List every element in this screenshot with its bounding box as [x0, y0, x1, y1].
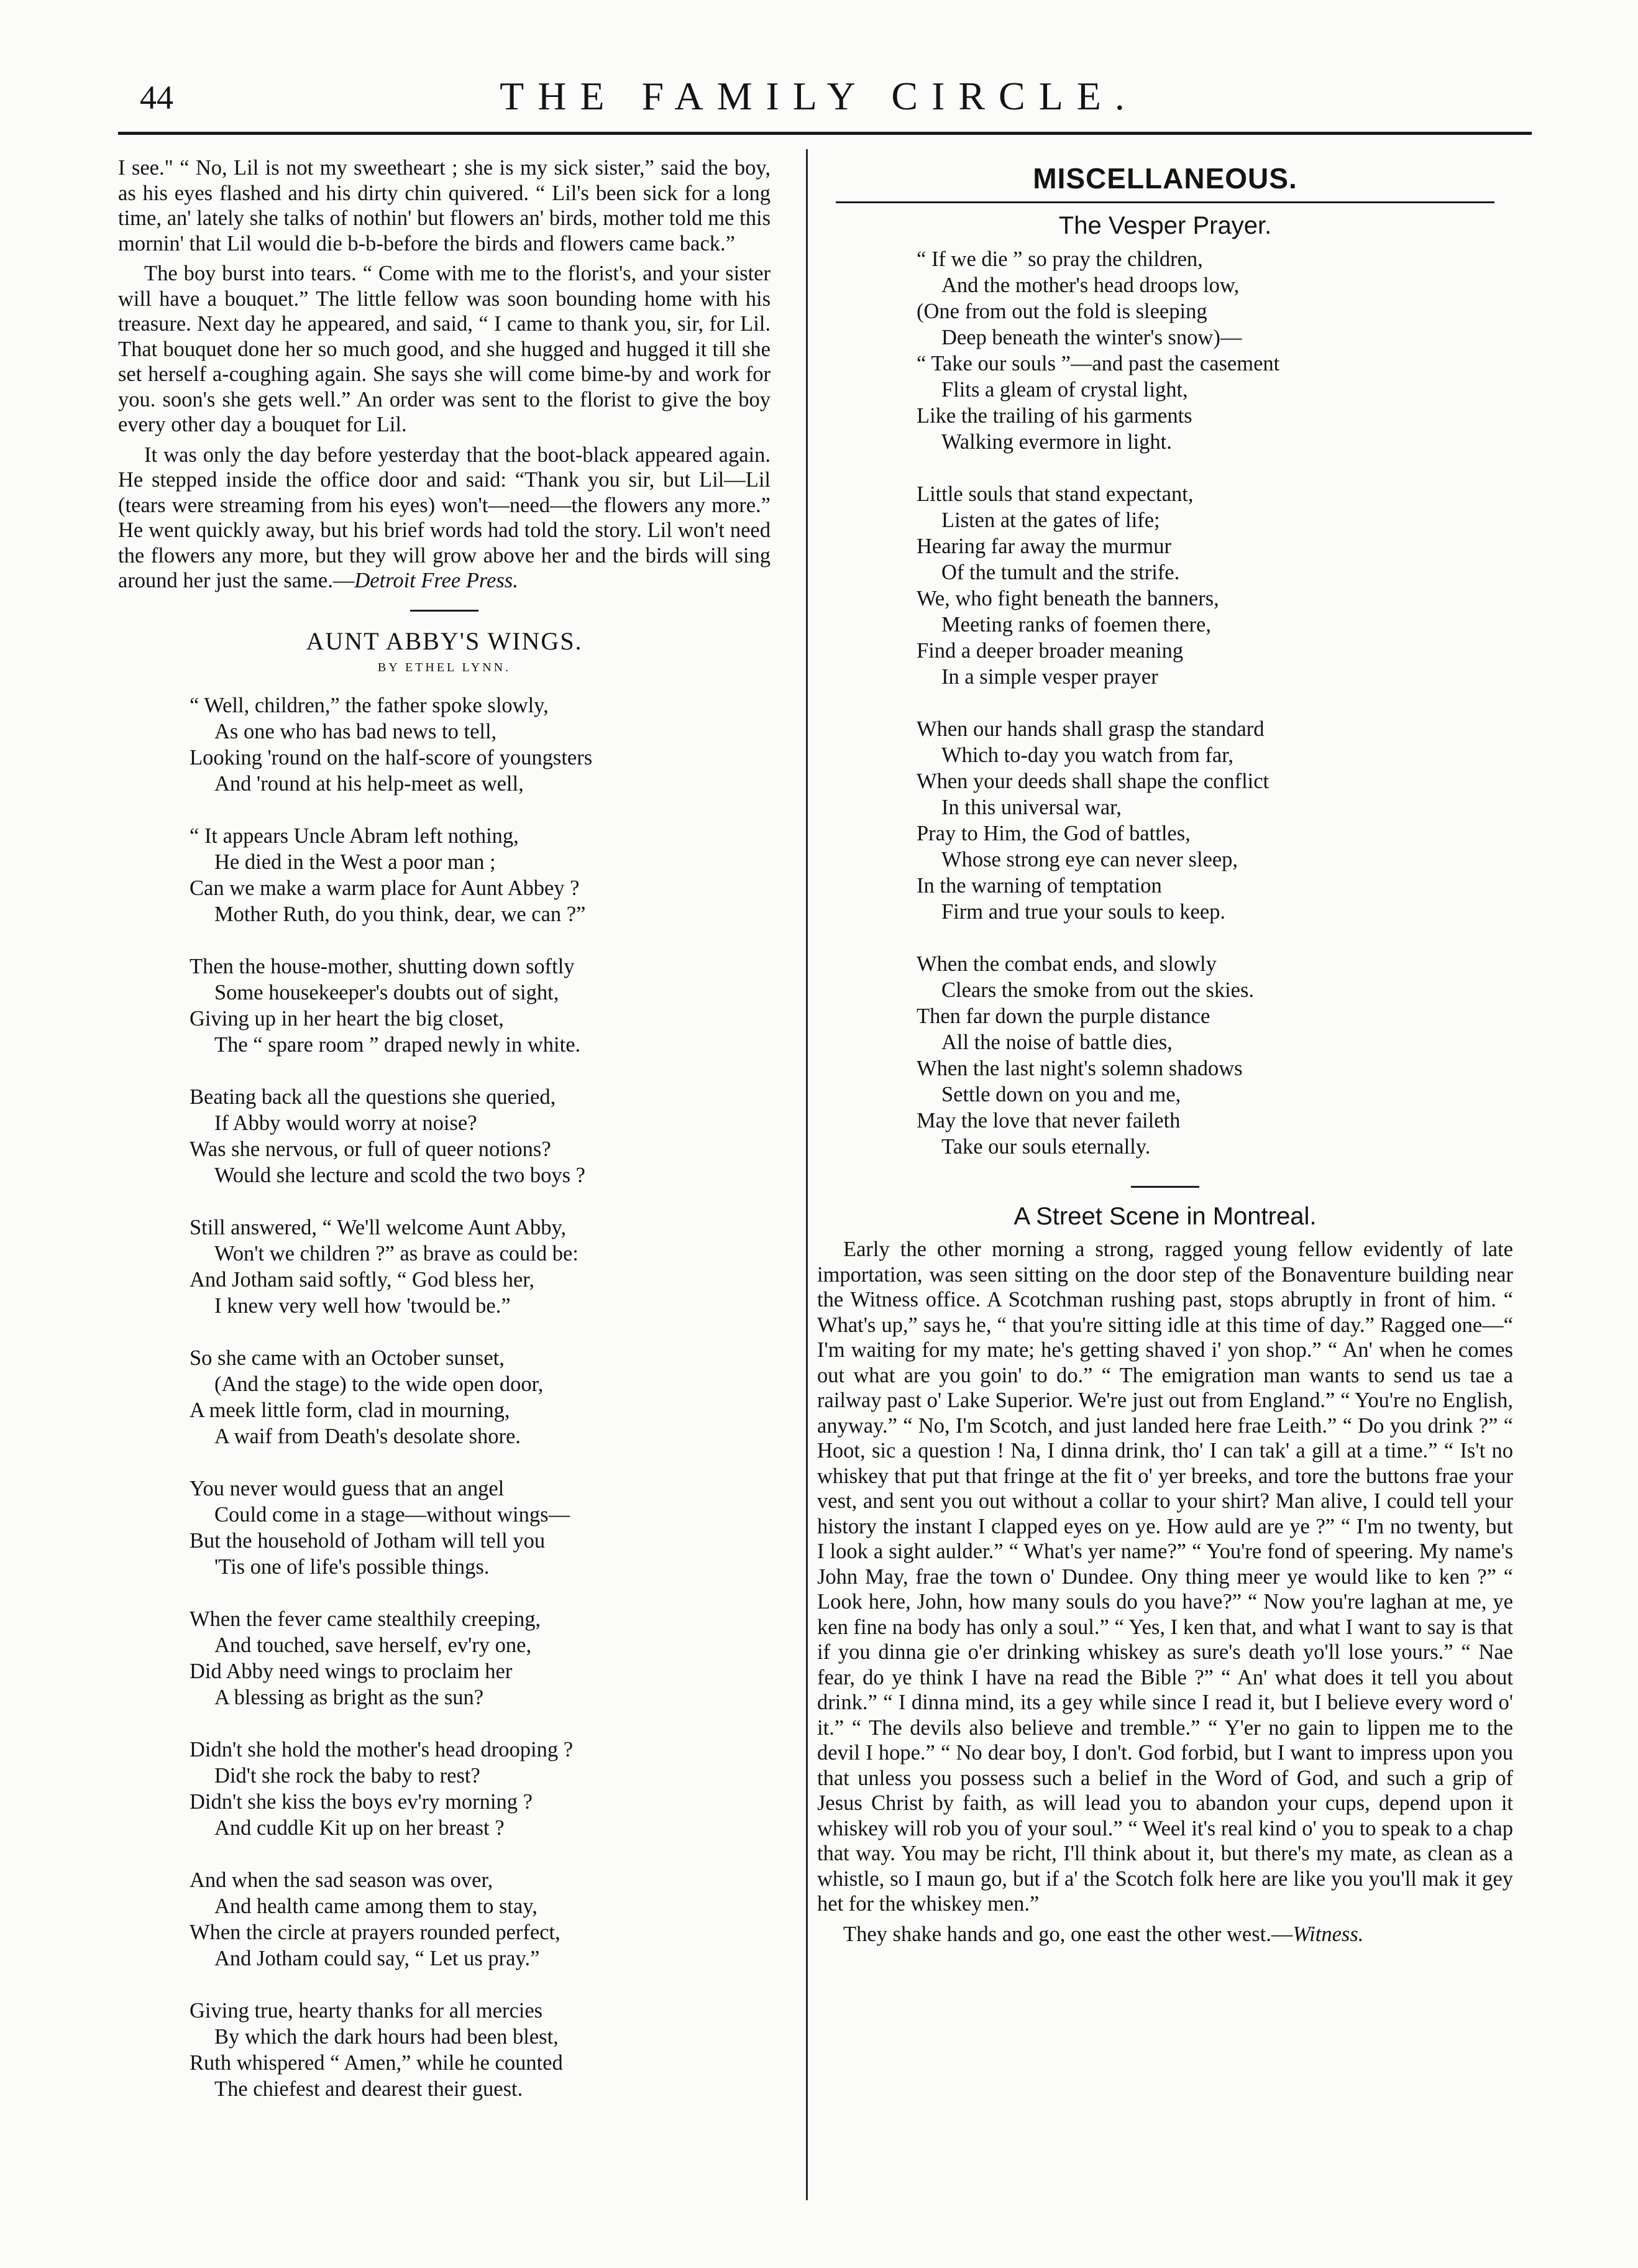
- poem-stanza: [118, 823, 771, 927]
- poem-stanza: [118, 1476, 771, 1580]
- poem-line: Could come in a stage—without wings—: [214, 1502, 570, 1527]
- poem-line: Mother Ruth, do you think, dear, we can ?”: [214, 902, 586, 926]
- poem-line: You never would guess that an angel: [190, 1476, 505, 1500]
- poem-line: Beating back all the questions she queried,: [190, 1085, 556, 1109]
- poem-line: Pray to Him, the God of battles,: [917, 822, 1191, 845]
- poem-line: A blessing as bright as the sun?: [214, 1685, 484, 1709]
- poem-stanza: [118, 1214, 771, 1319]
- poem-line: Little souls that stand expectant,: [917, 482, 1194, 506]
- article-title: A Street Scene in Montreal.: [1013, 1203, 1317, 1230]
- poem-line: But the household of Jotham will tell you: [190, 1528, 546, 1553]
- story-paragraph-text: It was only the day before yesterday that the boot-black appeared again. He stepped inside the office door and said: “Thank you sir, but Lil—Lil (tears were streaming from his eyes) won't—need—the flowers any more.” He went quickly away, but his brief words had told the story. Lil won't need the flowers any more, but they will grow above her and the birds will sing around her just the same.—: [118, 443, 771, 592]
- poem-stanza: [118, 1345, 771, 1449]
- poem-line: When our hands shall grasp the standard: [917, 717, 1265, 741]
- story-paragraph: [118, 443, 771, 594]
- poem-line: Giving true, hearty thanks for all mercies: [190, 1998, 543, 2022]
- poem-stanza: [817, 951, 1513, 1160]
- left-column: [118, 155, 771, 2128]
- section-rule: [1131, 1186, 1199, 1188]
- poem-stanza: [118, 1737, 771, 1841]
- poem-line: When the combat ends, and slowly: [917, 952, 1217, 976]
- poem-line: Flits a gleam of crystal light,: [941, 378, 1188, 402]
- poem-line: Find a deeper broader meaning: [917, 639, 1184, 663]
- poem-line: And touched, save herself, ev'ry one,: [214, 1633, 532, 1657]
- poem-title: AUNT ABBY'S WINGS.: [306, 627, 583, 655]
- poem-vesper-prayer: [817, 246, 1513, 1160]
- poem-line: Deep beneath the winter's snow)—: [941, 326, 1242, 349]
- poem-title: The Vesper Prayer.: [1058, 212, 1272, 239]
- poem-stanza: [817, 716, 1513, 925]
- poem-line: And cuddle Kit up on her breast ?: [214, 1816, 505, 1840]
- poem-line: A waif from Death's desolate shore.: [214, 1424, 521, 1448]
- poem-line: Did't she rock the baby to rest?: [214, 1763, 480, 1788]
- article-paragraph-text: They shake hands and go, one east the other west.—: [843, 1922, 1293, 1946]
- poem-line: And the mother's head droops low,: [941, 273, 1240, 297]
- poem-stanza: [118, 692, 771, 797]
- poem-line: Of the tumult and the strife.: [941, 561, 1180, 584]
- poem-aunt-abbys-wings: [118, 692, 771, 2102]
- poem-line: Giving up in her heart the big closet,: [190, 1006, 504, 1031]
- poem-line: Firm and true your souls to keep.: [941, 900, 1226, 924]
- poem-line: By which the dark hours had been blest,: [214, 2024, 559, 2049]
- poem-stanza: [817, 481, 1513, 690]
- poem-line: Did Abby need wings to proclaim her: [190, 1659, 513, 1683]
- poem-line: In the warning of temptation: [917, 874, 1162, 898]
- story-paragraph: I see." “ No, Lil is not my sweetheart ; she is my sick sister,” said the boy, as his eyes flashed and his dirty chin quivered. “ Lil's been sick for a long time, an' lately she talks of nothin' but flowers an' birds, mother told me this mornin' that Lil would die b-b-before the birds and flowers came back.”: [118, 156, 771, 255]
- poem-line: Ruth whispered “ Amen,” while he counted: [190, 2050, 563, 2075]
- poem-line: Still answered, “ We'll welcome Aunt Abby,: [190, 1215, 567, 1239]
- poem-line: When the circle at prayers rounded perfect,: [190, 1920, 560, 1944]
- poem-line: “ Take our souls ”—and past the casement: [917, 352, 1280, 375]
- right-column: [817, 155, 1513, 1952]
- poem-line: If Abby would worry at noise?: [214, 1111, 477, 1135]
- poem-line: Some housekeeper's doubts out of sight,: [214, 980, 559, 1004]
- poem-byline: BY ETHEL LYNN.: [377, 660, 511, 674]
- poem-line: The chiefest and dearest their guest.: [214, 2077, 523, 2101]
- poem-line: 'Tis one of life's possible things.: [214, 1554, 490, 1579]
- article-source: Witness.: [1293, 1922, 1364, 1946]
- poem-line: (And the stage) to the wide open door,: [214, 1372, 544, 1396]
- poem-line: When the last night's solemn shadows: [917, 1057, 1243, 1080]
- article-paragraph: Early the other morning a strong, ragged young fellow evidently of late importation, was seen sitting on the door step of the Bonaventure building near the Witness office. A Scotchman rushing past, stops abruptly in front of him. “ What's up,” says he, “ that you're sitting idle at this time of day.” Ragged one—“ I'm waiting for my mate; he's getting shaved i' yon shop.” “ An' when he comes out what are you goin' to do.” “ The emigration man wants to send us tae a railway past o' Lake Superior. We're just out from England.” “ You're no English, anyway.” “ No, I'm Scotch, and just landed here frae Leith.” “ Do you drink ?” “ Hoot, sic a question ! Na, I dinna drink, tho' I can tak' a gill at a time.” “ Is't no whiskey that put that fringe at the fit o' yer breeks, and tore the buttons frae your vest, and sent you out without a collar to your shirt? Man alive, I could tell your history the instant I clapped eyes on ye. How auld are ye ?” “ I'm no twenty, but I look a sight aulder.” “ What's yer name?” “ You're fond of speering. My name's John May, frae the town o' Dundee. Ony thing meer ye would like to ken ?” “ Look here, John, how many souls do you have?” “ Now you're laghan at me, ye ken fine na body has only a soul.” “ Yes, I ken that, and what I want to say is that if you dinna gie o'er drinking whiskey as sure's death yo'll lose yours.” “ Nae fear, do ye think I have na read the Bible ?” “ An' what does it tell you about drink.” “ I dinna mind, its a gey while since I read it, but I believe every word o' it.” “ The devils also believe and tremble.” “ Y'er no gain to lippen me to the devil I hope.” “ No dear boy, I don't. God forbid, but I want to impress upon you that unless you possess such a belief in the Word of God, and such a grip of Jesus Christ by faith, as will lead you to abandon your cups, depend upon it whiskey will rob you of your soul.” “ Weel it's real kind o' you to speak to a chap that way. You may be richt, I'll think about it, but there's my mate, as clean as a whistle, so I maun go, but if a' the Scotch folk here are like you you'll mak it gey het for the whiskey men.”: [817, 1237, 1513, 1916]
- story-continuation: [118, 155, 771, 594]
- poem-line: Hearing far away the murmur: [917, 535, 1171, 558]
- poem-line: So she came with an October sunset,: [190, 1346, 505, 1370]
- poem-line: “ If we die ” so pray the children,: [917, 247, 1203, 271]
- poem-line: All the noise of battle dies,: [941, 1031, 1173, 1054]
- article-paragraph: [817, 1922, 1513, 1947]
- story-paragraph: The boy burst into tears. “ Come with me to the florist's, and your sister will have a bouquet.” The little fellow was soon bounding home with his treasure. Next day he appeared, and said, “ I came to thank you, sir, for Lil. That bouquet done her so much good, and she hugged and hugged it till she set herself a-coughing again. She says she will come bime-by and work for you. soon's she gets well.” An order was sent to the florist to give the boy every other day a bouquet for Lil.: [118, 262, 771, 436]
- article-body: [817, 1237, 1513, 1947]
- poem-line: (One from out the fold is sleeping: [917, 300, 1207, 323]
- poem-stanza: [118, 1084, 771, 1188]
- section-heading-rule: [836, 201, 1494, 203]
- poem-line: Settle down on you and me,: [941, 1083, 1181, 1106]
- poem-line: Didn't she kiss the boys ev'ry morning ?: [190, 1789, 533, 1814]
- poem-stanza: [118, 1998, 771, 2102]
- poem-line: In a simple vesper prayer: [941, 665, 1158, 689]
- poem-line: In this universal war,: [941, 796, 1122, 819]
- poem-line: May the love that never faileth: [917, 1109, 1181, 1132]
- poem-line: And health came among them to stay,: [214, 1894, 538, 1918]
- poem-line: Clears the smoke from out the skies.: [941, 978, 1255, 1002]
- poem-line: Was she nervous, or full of queer notions?: [190, 1137, 551, 1161]
- poem-line: Didn't she hold the mother's head drooping ?: [190, 1737, 574, 1761]
- poem-line: “ Well, children,” the father spoke slowly,: [190, 693, 549, 717]
- section-heading: MISCELLANEOUS.: [1033, 162, 1297, 195]
- poem-line: Listen at the gates of life;: [941, 508, 1160, 532]
- running-head: [0, 73, 1638, 123]
- poem-line: He died in the West a poor man ;: [214, 850, 496, 874]
- poem-line: Take our souls eternally.: [941, 1135, 1151, 1159]
- poem-line: Then far down the purple distance: [917, 1004, 1210, 1028]
- poem-line: Won't we children ?” as brave as could be:: [214, 1241, 579, 1265]
- poem-line: Like the trailing of his garments: [917, 404, 1192, 428]
- poem-line: Walking evermore in light.: [941, 430, 1172, 454]
- poem-line: And 'round at his help-meet as well,: [214, 771, 524, 796]
- poem-line: Whose strong eye can never sleep,: [941, 848, 1238, 871]
- poem-stanza: [118, 953, 771, 1058]
- poem-line: Can we make a warm place for Aunt Abbey ?: [190, 876, 580, 900]
- journal-title: THE FAMILY CIRCLE.: [500, 74, 1138, 118]
- poem-line: As one who has bad news to tell,: [214, 719, 497, 743]
- poem-line: Would she lecture and scold the two boys ?: [214, 1163, 585, 1187]
- poem-line: And Jotham said softly, “ God bless her,: [190, 1267, 535, 1292]
- poem-stanza: [118, 1606, 771, 1710]
- poem-line: The “ spare room ” draped newly in white.: [214, 1032, 581, 1057]
- story-source: Detroit Free Press.: [354, 569, 518, 592]
- poem-line: We, who fight beneath the banners,: [917, 587, 1219, 610]
- poem-line: Then the house-mother, shutting down softly: [190, 954, 575, 978]
- poem-line: Which to-day you watch from far,: [941, 743, 1233, 767]
- poem-line: Meeting ranks of foemen there,: [941, 613, 1211, 636]
- poem-line: A meek little form, clad in mourning,: [190, 1398, 510, 1422]
- poem-line: I knew very well how 'twould be.”: [214, 1293, 511, 1318]
- poem-line: Looking 'round on the half-score of youngsters: [190, 745, 593, 769]
- column-divider: [806, 149, 808, 2200]
- poem-line: And Jotham could say, “ Let us pray.”: [214, 1946, 540, 1970]
- section-rule: [410, 610, 478, 612]
- page-number: 44: [140, 79, 173, 116]
- poem-stanza: [118, 1867, 771, 1972]
- poem-stanza: [817, 246, 1513, 455]
- poem-line: And when the sad season was over,: [190, 1868, 493, 1892]
- poem-line: When your deeds shall shape the conflict: [917, 769, 1270, 793]
- poem-line: “ It appears Uncle Abram left nothing,: [190, 824, 519, 848]
- header-rule: [118, 132, 1532, 135]
- poem-line: When the fever came stealthily creeping,: [190, 1607, 541, 1631]
